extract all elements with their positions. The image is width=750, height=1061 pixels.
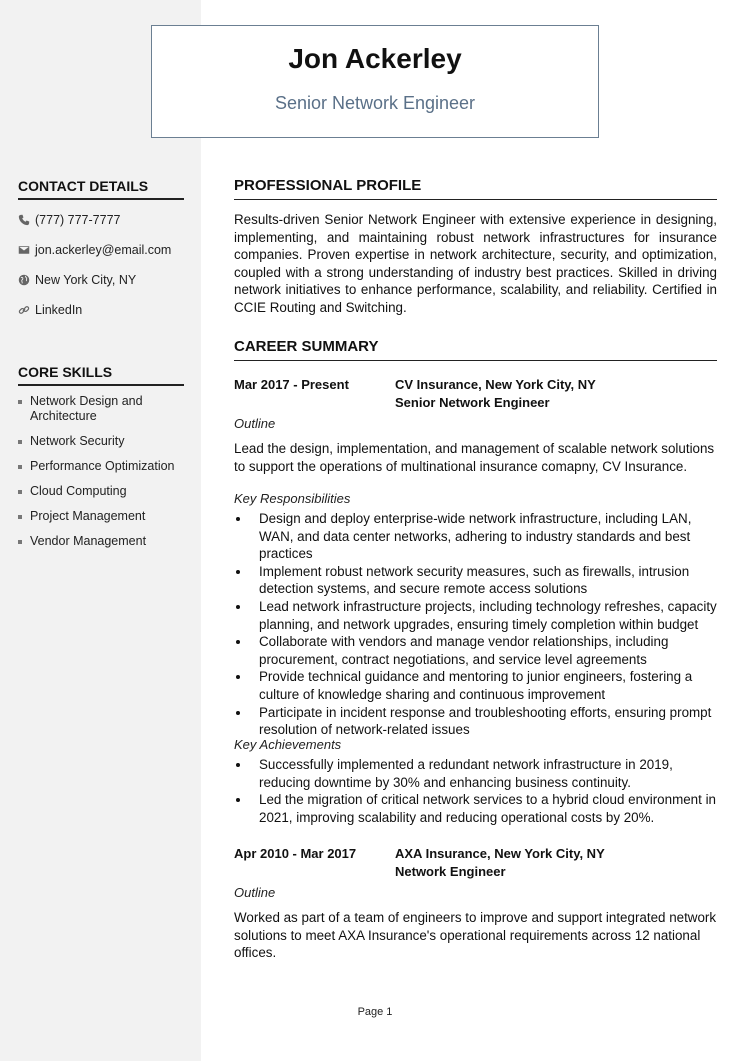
phone-icon (18, 213, 35, 227)
globe-icon (18, 273, 35, 287)
profile-text: Results-driven Senior Network Engineer with extensive experience in designing, implementing, and maintaining robust network infrastructures for insurance companies. Proven expertise in network architecture, security, and optimization, coupled with a strong understanding of industry best practices. Skilled in driving network initiatives to enhance performance, scalability, and reliability. Certified in CCIE Routing and Switching. (234, 212, 717, 315)
job-title: Senior Network Engineer (395, 395, 550, 410)
skill-item: Performance Optimization (18, 459, 188, 474)
skills-heading: CORE SKILLS (18, 363, 184, 386)
list-item: Implement robust network security measures, such as firewalls, intrusion detection systems, and secure remote access solutions (234, 563, 717, 598)
contact-linkedin[interactable] (18, 301, 82, 319)
responsibilities-label: Key Responsibilities (234, 491, 351, 506)
bullet-square-icon (18, 400, 22, 404)
outline-label: Outline (234, 885, 276, 900)
candidate-name: Jon Ackerley (288, 43, 462, 74)
contact-heading: CONTACT DETAILS (18, 177, 184, 200)
envelope-icon (18, 243, 35, 257)
bullet-square-icon (18, 540, 22, 544)
achievements-list (234, 756, 717, 826)
candidate-role: Senior Network Engineer (274, 93, 476, 113)
contact-email[interactable] (18, 241, 171, 259)
skill-item: Network Design and Architecture (18, 394, 188, 424)
contact-linkedin-text[interactable]: LinkedIn (35, 303, 83, 317)
skill-item: Network Security (18, 434, 188, 449)
bullet-icon (236, 798, 240, 802)
name-header (151, 25, 599, 138)
contact-location (18, 271, 136, 289)
skills-list (18, 394, 188, 559)
achievements-label: Key Achievements (234, 737, 342, 752)
bullet-square-icon (18, 465, 22, 469)
bullet-square-icon (18, 515, 22, 519)
bullet-icon (236, 605, 240, 609)
list-item: Lead network infrastructure projects, including technology refreshes, capacity planning, and network upgrades, ensuring timely completion within budget (234, 598, 717, 633)
bullet-icon (236, 763, 240, 767)
bullet-icon (236, 517, 240, 521)
job-company: AXA Insurance, New York City, NY (395, 846, 605, 861)
responsibilities-list (234, 510, 717, 739)
job-title: Network Engineer (395, 864, 506, 879)
job-outline: Worked as part of a team of engineers to improve and support integrated network solutions to meet AXA Insurance's operational requirements across 12 national offices. (234, 910, 717, 961)
list-item: Successfully implemented a redundant network infrastructure in 2019, reducing downtime by 30% and enhancing business continuity. (234, 756, 717, 791)
contact-location-text: New York City, NY (35, 273, 137, 287)
job-dates: Mar 2017 - Present (234, 377, 349, 392)
job-dates: Apr 2010 - Mar 2017 (234, 846, 357, 861)
bullet-icon (236, 570, 240, 574)
bullet-square-icon (18, 440, 22, 444)
skill-item: Vendor Management (18, 534, 188, 549)
bullet-icon (236, 675, 240, 679)
career-heading: CAREER SUMMARY (234, 337, 717, 361)
contact-email-text[interactable]: jon.ackerley@email.com (35, 243, 172, 257)
contact-phone-text: (777) 777-7777 (35, 213, 121, 227)
list-item: Led the migration of critical network services to a hybrid cloud environment in 2021, improving scalability and reducing operational costs by 20%. (234, 791, 717, 826)
page-number: Page 1 (357, 1006, 393, 1018)
contact-phone (18, 211, 120, 229)
list-item: Collaborate with vendors and manage vendor relationships, including procurement, contract negotiations, and service level agreements (234, 633, 717, 668)
list-item: Participate in incident response and troubleshooting efforts, ensuring prompt resolution of network-related issues (234, 704, 717, 739)
skill-item: Project Management (18, 509, 188, 524)
outline-label: Outline (234, 416, 276, 431)
job-company: CV Insurance, New York City, NY (395, 377, 596, 392)
bullet-icon (236, 640, 240, 644)
bullet-icon (236, 711, 240, 715)
bullet-square-icon (18, 490, 22, 494)
list-item: Provide technical guidance and mentoring to junior engineers, fostering a culture of knowledge sharing and continuous improvement (234, 668, 717, 703)
link-icon (18, 303, 35, 317)
skill-item: Cloud Computing (18, 484, 188, 499)
list-item: Design and deploy enterprise-wide network infrastructure, including LAN, WAN, and data center networks, adhering to industry standards and best practices (234, 510, 717, 563)
profile-heading: PROFESSIONAL PROFILE (234, 176, 717, 200)
job-outline: Lead the design, implementation, and management of scalable network solutions to support the operations of multinational insurance comapny, CV Insurance. (234, 441, 715, 474)
